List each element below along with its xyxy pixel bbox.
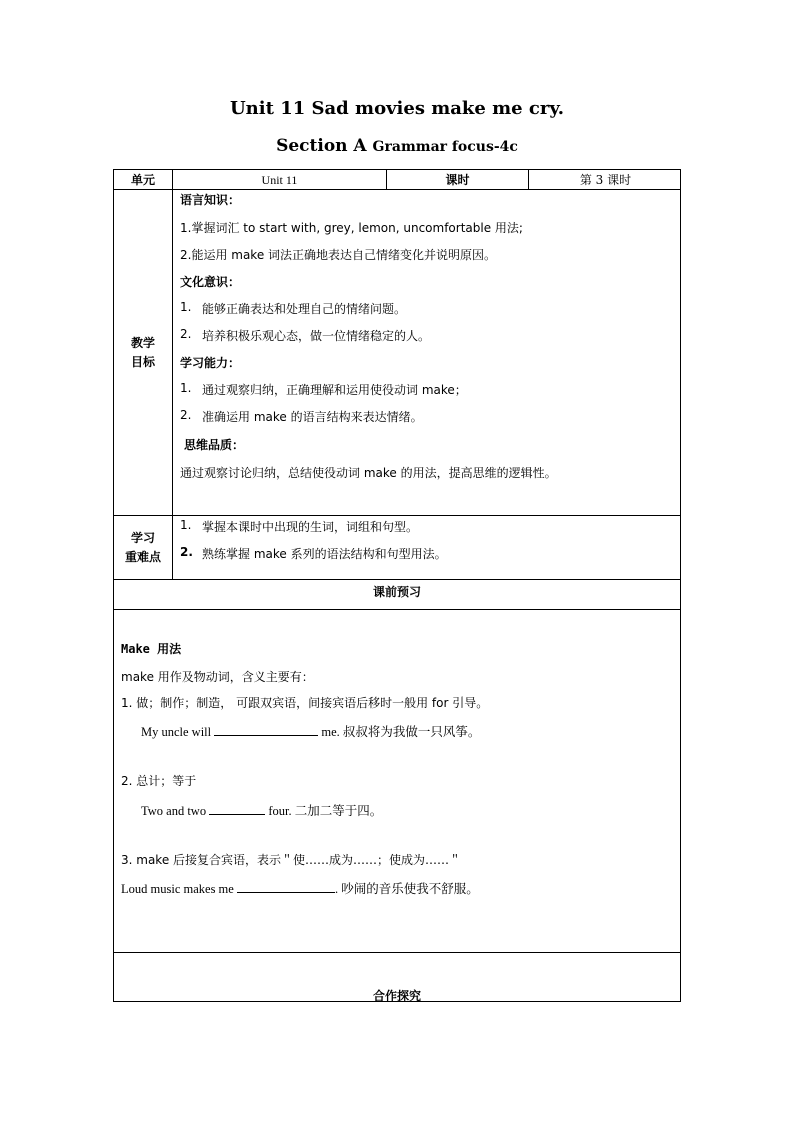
- unit-value: Unit 11: [261, 173, 298, 187]
- row-divider: [114, 189, 680, 190]
- document-title: Unit 11 Sad movies make me cry.: [229, 98, 564, 119]
- row-divider: [114, 579, 680, 580]
- document-subtitle: [0, 136, 794, 156]
- language-heading: 语言知识：: [180, 193, 241, 207]
- answer-blank[interactable]: [237, 882, 335, 893]
- keypoint-2-number: 2.: [180, 545, 193, 559]
- lesson-plan-table: [113, 169, 681, 1002]
- row-divider: [114, 609, 680, 610]
- keypoints-label-line1: 学习: [130, 531, 155, 545]
- language-item-2: 2.能运用 make 词法正确地表达自己情绪变化并说明原因。: [180, 248, 497, 262]
- subtitle-section: Section A: [276, 136, 367, 156]
- keypoints-label-line2: 重难点: [124, 550, 161, 564]
- answer-blank[interactable]: [214, 725, 318, 736]
- usage-2-example: [141, 801, 382, 819]
- usage-1: 1. 做；制作；制造， 可跟双宾语，间接宾语后移时一般用 for 引导。: [121, 696, 489, 710]
- objectives-label-line1: 教学: [130, 336, 155, 350]
- culture-item-2-number: 2.: [180, 327, 192, 341]
- ability-item-1: 通过观察归纳，正确理解和运用使役动词 make；: [202, 383, 467, 397]
- ability-item-2: 准确运用 make 的语言结构来表达情绪。: [202, 410, 423, 424]
- keypoint-1-number: 1.: [180, 518, 192, 532]
- make-usage-title: Make 用法: [121, 642, 182, 656]
- period-value: 第 3 课时: [579, 173, 632, 187]
- usage-3-example-end: . 吵闹的音乐使我不舒服。: [334, 882, 479, 896]
- period-label: 课时: [445, 173, 470, 187]
- objectives-label: [114, 334, 172, 372]
- usage-2-example-start: Two and two: [141, 804, 207, 818]
- usage-1-example-start: My uncle will: [141, 725, 212, 739]
- cooperation-heading: 合作探究: [372, 989, 421, 1003]
- usage-3-example: [121, 879, 479, 897]
- usage-3-example-start: Loud music makes me: [121, 882, 234, 896]
- culture-item-2: 培养积极乐观心态，做一位情绪稳定的人。: [202, 329, 431, 343]
- usage-1-example: [141, 722, 480, 740]
- usage-2: 2. 总计；等于: [121, 774, 197, 788]
- keypoint-2: 熟练掌握 make 系列的语法结构和句型用法。: [202, 547, 447, 561]
- keypoints-label: [114, 529, 172, 567]
- ability-item-1-number: 1.: [180, 381, 192, 395]
- thinking-heading: 思维品质：: [184, 438, 245, 452]
- column-divider: [172, 170, 173, 579]
- usage-1-example-end: me. 叔叔将为我做一只风筝。: [321, 725, 481, 739]
- subtitle-grammar: Grammar focus-4c: [372, 139, 518, 155]
- keypoint-1: 掌握本课时中出现的生词，词组和句型。: [202, 520, 419, 534]
- language-item-1: 1.掌握词汇 to start with, grey, lemon, uncomfortable 用法;: [180, 221, 523, 235]
- ability-heading: 学习能力：: [180, 356, 241, 370]
- culture-item-1: 能够正确表达和处理自己的情绪问题。: [202, 302, 407, 316]
- ability-item-2-number: 2.: [180, 408, 192, 422]
- objectives-label-line2: 目标: [130, 355, 155, 369]
- usage-2-example-end: four. 二加二等于四。: [268, 804, 383, 818]
- preview-heading: 课前预习: [372, 585, 421, 599]
- row-divider: [114, 952, 680, 953]
- culture-heading: 文化意识：: [180, 275, 241, 289]
- usage-3: 3. make 后接复合宾语，表示＂使……成为……；使成为……＂: [121, 853, 462, 867]
- culture-item-1-number: 1.: [180, 300, 192, 314]
- thinking-item-1: 通过观察讨论归纳，总结使役动词 make 的用法，提高思维的逻辑性。: [180, 466, 557, 480]
- row-divider: [114, 515, 680, 516]
- make-intro: make 用作及物动词，含义主要有：: [121, 670, 314, 684]
- answer-blank[interactable]: [209, 804, 265, 815]
- unit-label: 单元: [130, 173, 155, 187]
